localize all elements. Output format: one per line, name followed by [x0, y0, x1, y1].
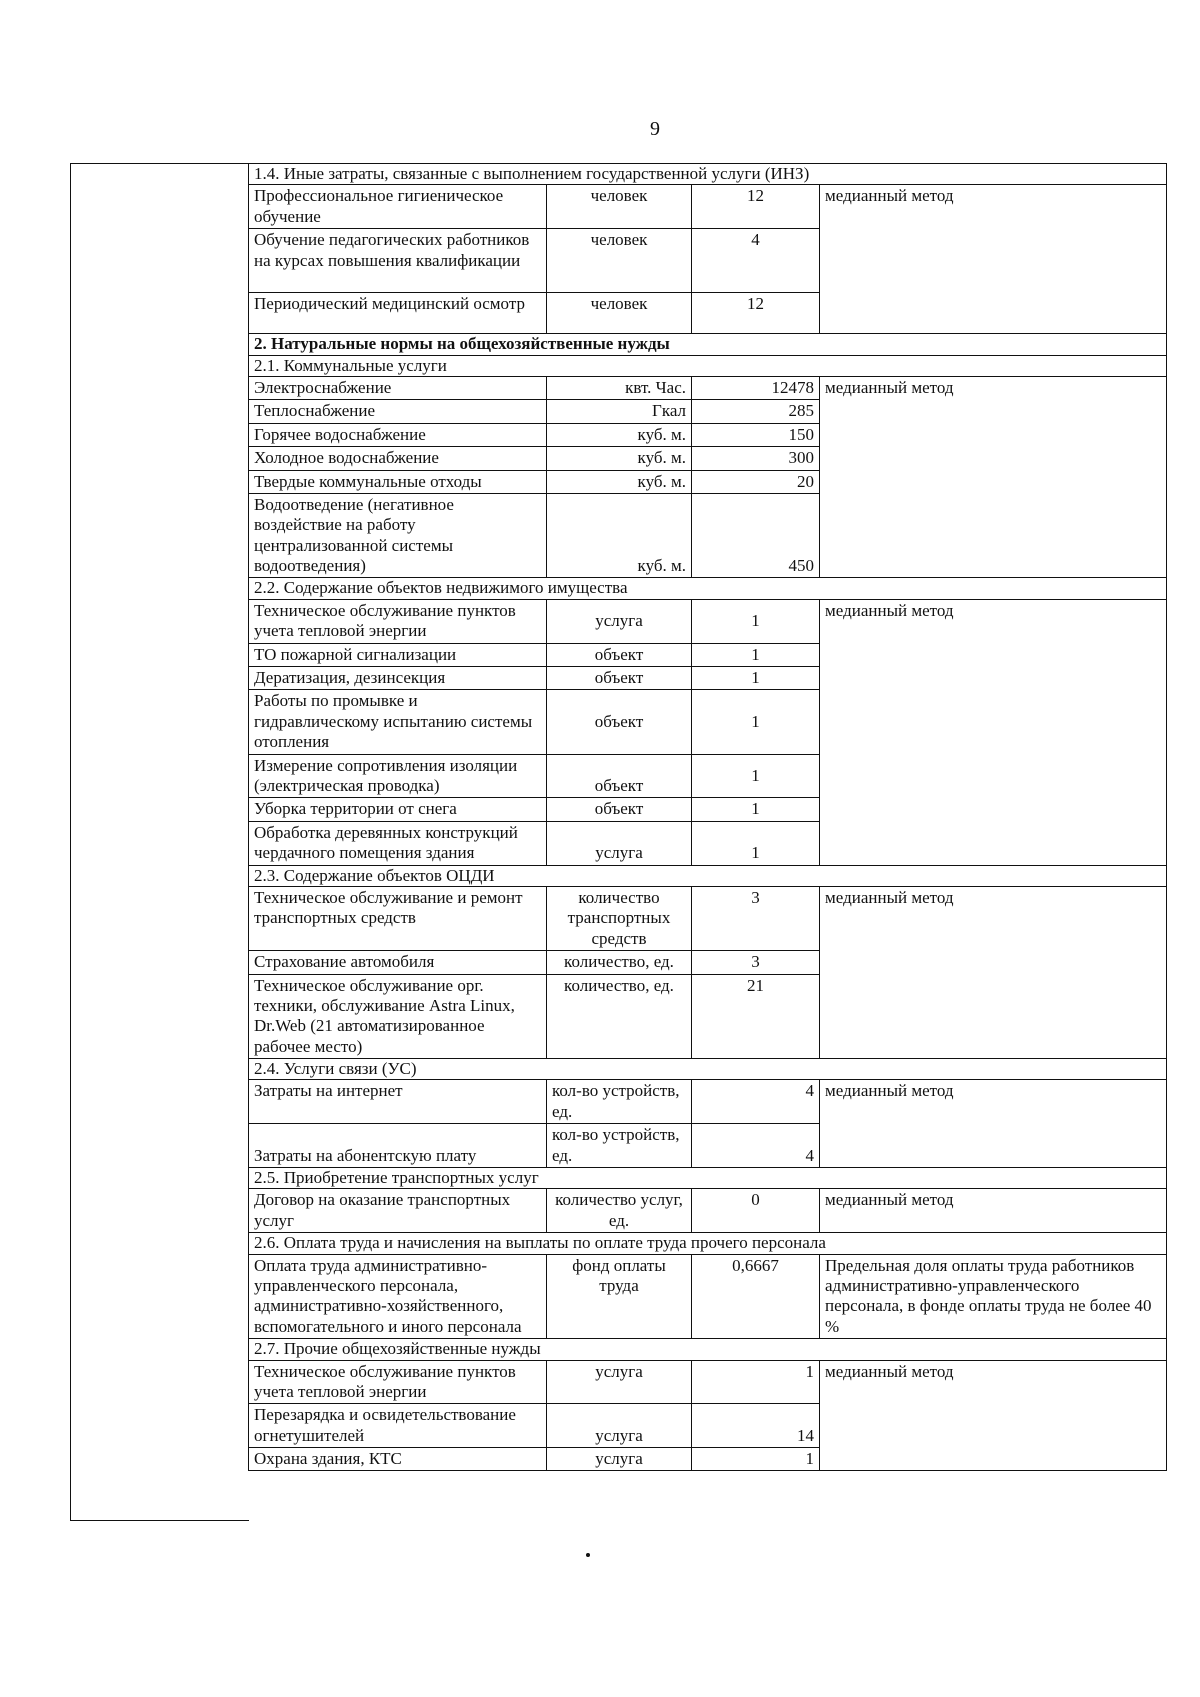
item-unit: человек	[547, 229, 692, 293]
item-unit: квт. Час.	[547, 376, 692, 399]
item-value: 1	[692, 754, 820, 798]
item-value: 3	[692, 951, 820, 974]
item-unit: кол-во устройств, ед.	[547, 1080, 692, 1124]
item-name: Электроснабжение	[249, 376, 547, 399]
item-unit: куб. м.	[547, 470, 692, 493]
item-value: 285	[692, 400, 820, 423]
method-cell: медианный метод	[820, 1189, 1167, 1233]
section-title-2-4: 2.4. Услуги связи (УС)	[249, 1059, 1167, 1080]
item-name: Теплоснабжение	[249, 400, 547, 423]
section-row	[249, 578, 1167, 599]
item-name: Техническое обслуживание пунктов учета тепловой энергии	[249, 599, 547, 643]
item-value: 1	[692, 798, 820, 821]
item-unit: услуга	[547, 821, 692, 865]
method-cell: медианный метод	[820, 599, 1167, 865]
item-unit: кол-во устройств, ед.	[547, 1124, 692, 1168]
item-unit: услуга	[547, 1404, 692, 1448]
table-row	[249, 886, 1167, 950]
method-cell: медианный метод	[820, 1080, 1167, 1168]
item-name: Холодное водоснабжение	[249, 447, 547, 470]
item-value: 450	[692, 493, 820, 578]
item-name: Профессиональное гигиеническое обучение	[249, 185, 547, 229]
item-name: Уборка территории от снега	[249, 798, 547, 821]
section-row	[249, 164, 1167, 185]
item-unit: куб. м.	[547, 423, 692, 446]
item-value: 1	[692, 667, 820, 690]
item-name: Измерение сопротивления изоляции (электрическая проводка)	[249, 754, 547, 798]
item-value: 0	[692, 1189, 820, 1233]
section-title-2: 2. Натуральные нормы на общехозяйственные нужды	[249, 334, 1167, 355]
page-number: 9	[650, 118, 660, 140]
section-title-2-5: 2.5. Приобретение транспортных услуг	[249, 1168, 1167, 1189]
item-unit: количество транспортных средств	[547, 886, 692, 950]
item-name: Работы по промывке и гидравлическому испытанию системы отопления	[249, 690, 547, 754]
item-unit: количество услуг, ед.	[547, 1189, 692, 1233]
stray-dot	[586, 1553, 590, 1557]
salary-note: Предельная доля оплаты труда работников административно-управленческого персонала, в фонде оплаты труда не более 40 %	[820, 1254, 1167, 1339]
item-unit: услуга	[547, 599, 692, 643]
item-value: 1	[692, 1448, 820, 1471]
item-unit: услуга	[547, 1448, 692, 1471]
item-value: 1	[692, 1360, 820, 1404]
table-row	[249, 185, 1167, 229]
item-value: 1	[692, 599, 820, 643]
norms-table	[248, 163, 1167, 1471]
item-value: 4	[692, 229, 820, 293]
section-row	[249, 334, 1167, 355]
section-title-2-3: 2.3. Содержание объектов ОЦДИ	[249, 865, 1167, 886]
item-name: Техническое обслуживание орг. техники, обслуживание Astra Linux, Dr.Web (21 автоматизированное рабочее место)	[249, 974, 547, 1059]
item-value: 12	[692, 185, 820, 229]
left-empty-column	[70, 163, 249, 1521]
item-name: Периодический медицинский осмотр	[249, 293, 547, 334]
item-unit: объект	[547, 690, 692, 754]
item-name: Техническое обслуживание и ремонт транспортных средств	[249, 886, 547, 950]
item-unit: куб. м.	[547, 493, 692, 578]
table-row	[249, 1189, 1167, 1233]
item-unit: куб. м.	[547, 447, 692, 470]
section-row	[249, 1233, 1167, 1254]
section-title-2-7: 2.7. Прочие общехозяйственные нужды	[249, 1339, 1167, 1360]
item-unit: объект	[547, 667, 692, 690]
item-value: 14	[692, 1404, 820, 1448]
item-unit: услуга	[547, 1360, 692, 1404]
item-name: Перезарядка и освидетельствование огнетушителей	[249, 1404, 547, 1448]
item-name: Затраты на интернет	[249, 1080, 547, 1124]
section-row	[249, 1339, 1167, 1360]
item-unit: количество, ед.	[547, 974, 692, 1059]
item-value: 0,6667	[692, 1254, 820, 1339]
table-row	[249, 1254, 1167, 1339]
item-unit: фонд оплаты труда	[547, 1254, 692, 1339]
item-name: Оплата труда административно-управленческого персонала, административно-хозяйственного, вспомогательного и иного персонала	[249, 1254, 547, 1339]
item-value: 1	[692, 690, 820, 754]
item-unit: объект	[547, 643, 692, 666]
item-unit: объект	[547, 754, 692, 798]
item-unit: Гкал	[547, 400, 692, 423]
method-cell: медианный метод	[820, 1360, 1167, 1471]
section-row	[249, 865, 1167, 886]
item-name: Водоотведение (негативное воздействие на работу централизованной системы водоотведения)	[249, 493, 547, 578]
item-value: 3	[692, 886, 820, 950]
item-name: Обучение педагогических работников на курсах повышения квалификации	[249, 229, 547, 293]
method-cell: медианный метод	[820, 376, 1167, 578]
item-value: 12478	[692, 376, 820, 399]
section-title-2-6: 2.6. Оплата труда и начисления на выплаты по оплате труда прочего персонала	[249, 1233, 1167, 1254]
section-row	[249, 1059, 1167, 1080]
item-unit: объект	[547, 798, 692, 821]
item-name: Затраты на абонентскую плату	[249, 1124, 547, 1168]
item-name: Страхование автомобиля	[249, 951, 547, 974]
item-name: Охрана здания, КТС	[249, 1448, 547, 1471]
item-name: ТО пожарной сигнализации	[249, 643, 547, 666]
table-row	[249, 376, 1167, 399]
item-unit: количество, ед.	[547, 951, 692, 974]
item-name: Дератизация, дезинсекция	[249, 667, 547, 690]
section-row	[249, 355, 1167, 376]
item-unit: человек	[547, 185, 692, 229]
item-value: 20	[692, 470, 820, 493]
section-title-1-4: 1.4. Иные затраты, связанные с выполнением государственной услуги (ИНЗ)	[249, 164, 1167, 185]
item-value: 1	[692, 643, 820, 666]
table-row	[249, 1360, 1167, 1404]
item-value: 1	[692, 821, 820, 865]
item-name: Горячее водоснабжение	[249, 423, 547, 446]
section-title-2-1: 2.1. Коммунальные услуги	[249, 355, 1167, 376]
section-row	[249, 1168, 1167, 1189]
table-row	[249, 599, 1167, 643]
item-name: Обработка деревянных конструкций чердачного помещения здания	[249, 821, 547, 865]
method-cell: медианный метод	[820, 886, 1167, 1058]
item-value: 300	[692, 447, 820, 470]
method-cell: медианный метод	[820, 185, 1167, 334]
item-value: 4	[692, 1124, 820, 1168]
item-name: Твердые коммунальные отходы	[249, 470, 547, 493]
item-name: Договор на оказание транспортных услуг	[249, 1189, 547, 1233]
item-value: 21	[692, 974, 820, 1059]
item-value: 150	[692, 423, 820, 446]
section-title-2-2: 2.2. Содержание объектов недвижимого имущества	[249, 578, 1167, 599]
table-row	[249, 1080, 1167, 1124]
item-name: Техническое обслуживание пунктов учета тепловой энергии	[249, 1360, 547, 1404]
item-value: 4	[692, 1080, 820, 1124]
item-value: 12	[692, 293, 820, 334]
item-unit: человек	[547, 293, 692, 334]
